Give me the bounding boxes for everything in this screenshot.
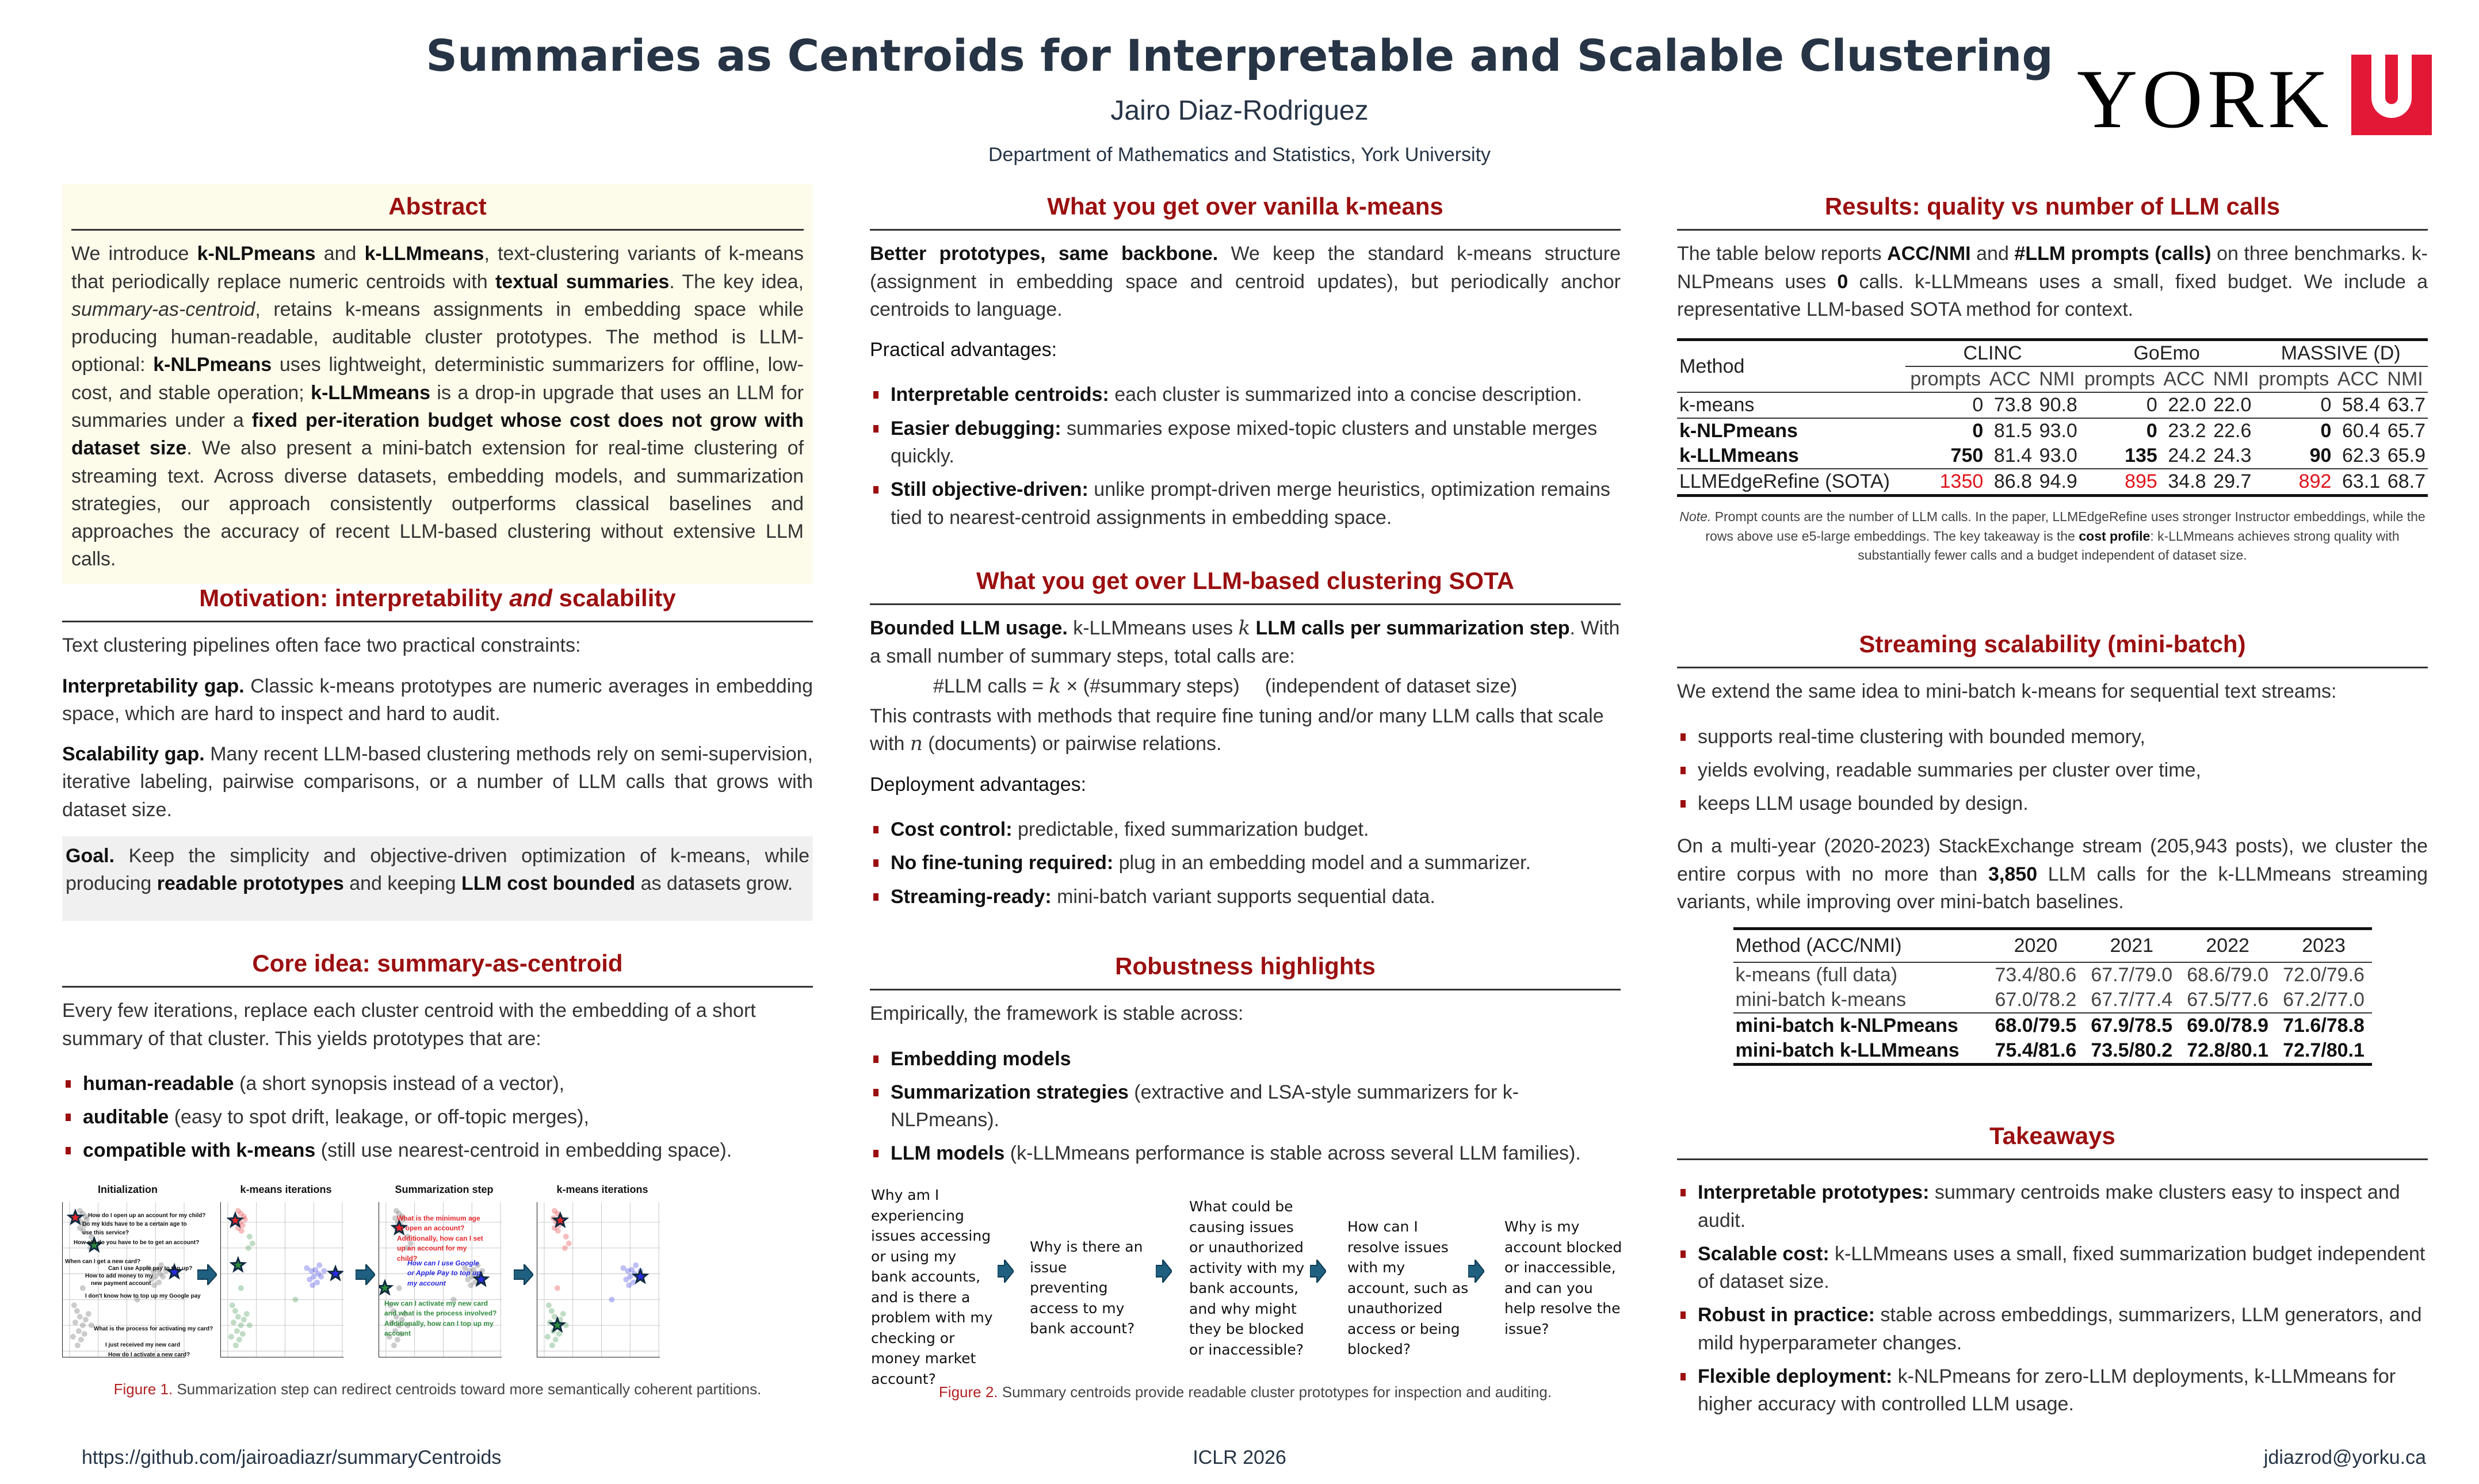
data-point	[238, 1285, 244, 1291]
acc-cell: 62.3	[2342, 445, 2381, 467]
right-arrow-icon	[998, 1260, 1014, 1283]
data-point	[75, 1343, 81, 1348]
motivation-heading: Motivation: interpretability and scalability	[62, 584, 813, 622]
method-cell: k-means	[1679, 394, 1755, 416]
data-point	[633, 1263, 639, 1268]
data-point	[71, 1302, 77, 1308]
method-cell: k-means (full data)	[1735, 964, 1898, 986]
column-header: 2021	[2110, 935, 2154, 957]
data-point	[233, 1343, 239, 1348]
takeaways-list	[1677, 1179, 2428, 1418]
prompts-cell: 895	[2125, 471, 2157, 493]
method-cell: mini-batch k-means	[1735, 989, 1907, 1011]
robustness-intro: Empirically, the framework is stable across:	[870, 1003, 1244, 1025]
list-item: Easier debugging: summaries expose mixed-topic clusters and unstable merges quickly.	[870, 415, 1621, 471]
summary-step-2: Why is there an issue preventing access to my bank account?	[1030, 1238, 1143, 1337]
vanilla-section	[870, 192, 1621, 537]
score-cell: 67.2/77.0	[2283, 989, 2365, 1011]
list-item: Summarization strategies (extractive and LSA-style summarizers for k-NLPmeans).	[870, 1078, 1621, 1134]
venue-label: ICLR 2026	[1193, 1447, 1286, 1468]
table-row	[1733, 962, 2372, 988]
table-row	[1677, 469, 2428, 496]
data-point	[241, 1317, 247, 1322]
score-cell: 67.0/78.2	[1995, 989, 2077, 1011]
data-point	[77, 1314, 83, 1319]
summary-centroid-text-blue: How can I use Google or Apple Pay to top up my account	[407, 1259, 481, 1287]
nmi-cell: 94.9	[2039, 471, 2077, 493]
scatter-plot	[220, 1202, 343, 1357]
score-cell: 67.7/79.0	[2091, 964, 2173, 986]
data-point	[151, 1282, 157, 1288]
nmi-cell: 68.7	[2387, 471, 2425, 493]
summary-step-4: How can I resolve issues with my account, such as unauthorized access or being blocked?	[1347, 1218, 1469, 1357]
core-idea-intro: Every few iterations, replace each cluster centroid with the embedding of a short summary of that cluster. This yields prototypes that are:	[62, 1000, 756, 1050]
column-header: 2020	[2014, 935, 2058, 957]
abstract-heading: Abstract	[71, 184, 804, 231]
column-subheader: NMI	[2039, 368, 2075, 391]
data-point	[235, 1314, 241, 1319]
method-cell: LLMEdgeRefine (SOTA)	[1679, 471, 1890, 493]
figure-2	[870, 1185, 1621, 1415]
results-heading: Results: quality vs number of LLM calls	[1677, 192, 2428, 231]
prompts-cell: 892	[2298, 471, 2332, 493]
robustness-heading: Robustness highlights	[870, 952, 1621, 990]
panel-title: Summarization step	[395, 1184, 494, 1195]
data-point	[82, 1331, 87, 1337]
results-note: Note. Prompt counts are the number of LLM calls. In the paper, LLMEdgeRefine uses stronger Instructor embeddings, while the rows above use e5-large embeddings. The key takeaway is the cost profile: k-LLMmeans achieves strong quality with substantially fewer calls and a budget independent of dataset size.	[1679, 509, 2425, 563]
results-section	[1677, 192, 2428, 565]
centroid-star-icon	[329, 1267, 342, 1280]
abstract-section	[62, 184, 813, 584]
score-cell: 69.0/78.9	[2187, 1015, 2269, 1037]
table-header-row	[1733, 929, 2372, 963]
data-point	[250, 1241, 255, 1246]
prompts-cell: 0	[1972, 394, 1984, 416]
initial-document-text: What is the process for activating my card?	[94, 1326, 213, 1332]
prompts-cell: 0	[1972, 420, 1984, 442]
list-item: auditable (easy to spot drift, leakage, or off-topic merges),	[62, 1103, 813, 1131]
column-header: MASSIVE (D)	[2253, 340, 2428, 367]
score-cell: 68.0/79.5	[1995, 1015, 2077, 1037]
score-cell: 73.4/80.6	[1995, 964, 2077, 986]
table-header-row	[1677, 340, 2428, 367]
column-subheader: prompts	[2084, 368, 2155, 391]
data-point	[78, 1337, 84, 1343]
data-point	[244, 1311, 250, 1317]
takeaways-heading: Takeaways	[1677, 1122, 2428, 1160]
affiliation: Department of Mathematics and Statistics, York University	[988, 144, 1491, 166]
table-row	[1733, 988, 2372, 1013]
data-point	[236, 1337, 242, 1343]
scatter-plot	[537, 1202, 660, 1357]
data-point	[546, 1302, 552, 1308]
acc-cell: 86.8	[1993, 471, 2033, 493]
initial-document-text: How old do you have to be to get an account?	[74, 1240, 200, 1246]
data-point	[242, 1217, 248, 1222]
initial-document-text: How do I activate a new card?	[108, 1352, 190, 1358]
motivation-body: Text clustering pipelines often face two practical constraints: Interpretability gap. Classic k-means prototypes are numeric averages in embedding space, which are hard to inspect and hard to audit. Scalability gap. Many recent LLM-based clustering methods rely on semi-supervision, iterative labeling, pairwise comparisons, or a number of LLM calls that grows with dataset size. Goal. Keep the simplicity and objective-driven optimization of k-means, while producing readable prototypes and keeping LLM cost bounded as datasets grow.	[62, 632, 813, 920]
data-point	[76, 1328, 82, 1334]
vanilla-list	[870, 381, 1621, 531]
score-cell: 67.5/77.6	[2187, 989, 2269, 1011]
motivation-section	[62, 584, 813, 921]
data-point	[556, 1331, 562, 1337]
nmi-cell: 90.8	[2039, 394, 2077, 416]
right-arrow-icon	[1156, 1260, 1172, 1283]
data-point	[623, 1277, 629, 1283]
table-row	[1677, 418, 2428, 443]
acc-cell: 24.2	[2168, 445, 2206, 467]
column-header: Method (ACC/NMI)	[1735, 935, 1902, 957]
figure-1-caption: Figure 1. Summarization step can redirect centroids toward more semantically coherent partitions.	[113, 1380, 762, 1398]
column-header: Method	[1679, 355, 1745, 377]
list-item: Scalable cost: k-LLMmeans uses a small, fixed summarization budget independent of dataset size.	[1677, 1240, 2428, 1296]
data-point	[316, 1263, 322, 1268]
score-cell: 67.7/77.4	[2091, 989, 2173, 1011]
table-row	[1733, 1038, 2372, 1065]
data-point	[563, 1234, 569, 1240]
column-middle	[870, 184, 1621, 1438]
list-item: Flexible deployment: k-NLPmeans for zero-LLM deployments, k-LLMmeans for higher accuracy with controlled LLM usage.	[1677, 1363, 2428, 1418]
initial-document-text: When can I get a new card?	[65, 1259, 141, 1265]
nmi-cell: 22.0	[2213, 394, 2252, 416]
column-subheader: ACC	[1989, 368, 2031, 391]
streaming-heading: Streaming scalability (mini-batch)	[1677, 630, 2428, 668]
table-row	[1677, 443, 2428, 469]
column-left	[62, 184, 813, 1438]
data-point	[70, 1334, 76, 1340]
data-point	[230, 1302, 235, 1308]
data-point	[238, 1322, 244, 1328]
data-point	[83, 1317, 89, 1322]
method-cell: k-LLMmeans	[1679, 445, 1799, 467]
takeaways-section	[1677, 1122, 2428, 1424]
data-point	[549, 1343, 555, 1348]
nmi-cell: 65.7	[2387, 420, 2425, 442]
panel-kmeans-2	[537, 1184, 668, 1362]
list-item: Robust in practice: stable across embeddings, summarizers, LLM generators, and mild hyperparameter changes.	[1677, 1301, 2428, 1357]
acc-cell: 81.5	[1993, 420, 2033, 442]
list-item: Interpretable prototypes: summary centroids make clusters easy to inspect and audit.	[1677, 1179, 2428, 1234]
prompts-cell: 0	[2146, 394, 2157, 416]
panel-title: Initialization	[97, 1184, 158, 1195]
right-arrow-icon	[356, 1264, 375, 1285]
core-idea-list	[62, 1070, 813, 1165]
data-point	[246, 1245, 251, 1251]
data-point	[247, 1234, 253, 1240]
nmi-cell: 24.3	[2213, 445, 2252, 467]
acc-cell: 34.8	[2168, 471, 2206, 493]
data-point	[545, 1334, 551, 1340]
data-point	[391, 1343, 397, 1348]
column-subheader: NMI	[2387, 368, 2423, 391]
poster-title: Summaries as Centroids for Interpretable and Scalable Clustering	[426, 30, 2053, 81]
score-cell: 71.6/78.8	[2283, 1015, 2365, 1037]
data-point	[555, 1285, 560, 1291]
data-point	[318, 1274, 324, 1280]
acc-cell: 22.0	[2168, 394, 2206, 416]
panel-title: k-means iterations	[240, 1184, 332, 1195]
data-point	[396, 1285, 402, 1291]
data-point	[80, 1322, 86, 1328]
column-subheader: ACC	[2337, 368, 2379, 391]
robustness-list	[870, 1045, 1621, 1168]
centroid-star-icon	[379, 1281, 391, 1294]
goal-box: Goal. Keep the simplicity and objective-driven optimization of k-means, while producing readable prototypes and keeping LLM cost bounded as datasets grow.	[62, 836, 813, 921]
data-point	[80, 1285, 86, 1291]
column-right	[1677, 184, 2428, 1438]
score-cell: 75.4/81.6	[1995, 1039, 2077, 1062]
streaming-paragraph: On a multi-year (2020-2023) StackExchange stream (205,943 posts), we cluster the entire corpus with no more than 3,850 LLM calls for the k-LLMmeans streaming variants, while improving over mini-batch baselines.	[1677, 835, 2428, 913]
robustness-section	[870, 952, 1621, 1173]
data-point	[609, 1296, 614, 1302]
data-point	[310, 1282, 315, 1288]
york-u-icon	[2351, 55, 2432, 135]
column-header: GoEmo	[2080, 340, 2254, 367]
data-point	[247, 1322, 253, 1328]
github-link[interactable]: https://github.com/jairoadiazr/summaryCentroids	[82, 1447, 502, 1468]
data-point	[307, 1277, 312, 1283]
nmi-cell: 63.7	[2387, 394, 2425, 416]
panel-title: k-means iterations	[556, 1184, 648, 1195]
data-point	[549, 1308, 555, 1314]
list-item: Still objective-driven: unlike prompt-driven merge heuristics, optimization remains tied to nearest-centroid assignments in embedding space.	[870, 476, 1621, 531]
column-header: CLINC	[1905, 340, 2080, 367]
panel-kmeans-1	[220, 1184, 352, 1362]
figure-2-caption: Figure 2. Summary centroids provide readable cluster prototypes for inspection and auditing.	[938, 1383, 1552, 1401]
nmi-cell: 29.7	[2213, 471, 2252, 493]
nmi-cell: 93.0	[2039, 445, 2077, 467]
author-name: Jairo Diaz-Rodriguez	[1110, 95, 1369, 126]
initial-document-text: I just received my new card	[105, 1342, 181, 1348]
data-point	[232, 1308, 238, 1314]
method-cell: k-NLPmeans	[1679, 420, 1798, 442]
list-item: Streaming-ready: mini-batch variant supports sequential data.	[870, 883, 1621, 911]
data-point	[553, 1337, 559, 1343]
summary-centroid-text-red: What is the minimum age to open an account? Additionally, how can I set up an account for my child?	[397, 1214, 483, 1263]
data-point	[626, 1282, 632, 1288]
table-row	[1677, 392, 2428, 418]
column-header: 2022	[2206, 935, 2249, 957]
list-item: Embedding models	[870, 1045, 1621, 1073]
prompts-cell: 90	[2309, 445, 2332, 467]
summary-step-5: Why is my account blocked or inaccessible, and can you help resolve the issue?	[1504, 1218, 1622, 1337]
score-cell: 72.7/80.1	[2283, 1039, 2365, 1062]
score-cell: 72.0/79.6	[2283, 964, 2365, 986]
streaming-list	[1677, 723, 2428, 818]
right-arrow-icon	[197, 1264, 217, 1285]
data-point	[234, 1328, 240, 1334]
sota-heading: What you get over LLM-based clustering SOTA	[870, 567, 1621, 605]
column-header: 2023	[2302, 935, 2346, 957]
poster-header	[0, 0, 2479, 173]
initial-document-text: Can I use Apple pay to top up?	[108, 1265, 193, 1272]
nmi-cell: 65.9	[2387, 445, 2425, 467]
data-point	[566, 1241, 572, 1246]
email-link[interactable]: jdiazrod@yorku.ca	[2263, 1447, 2426, 1468]
initial-document-text: Do my kids have to be a certain age to	[82, 1221, 187, 1227]
core-idea-heading: Core idea: summary-as-centroid	[62, 949, 813, 988]
acc-cell: 63.1	[2342, 471, 2381, 493]
method-cell: mini-batch k-NLPmeans	[1735, 1015, 1958, 1037]
nmi-cell: 22.6	[2213, 420, 2252, 442]
initial-document-text: How do I open up an account for my child?	[88, 1213, 206, 1219]
data-point	[228, 1334, 234, 1340]
list-item: Cost control: predictable, fixed summarization budget.	[870, 816, 1621, 843]
acc-cell: 73.8	[1993, 394, 2033, 416]
column-subheader: NMI	[2213, 368, 2249, 391]
score-cell: 68.6/79.0	[2187, 964, 2269, 986]
data-point	[562, 1245, 568, 1251]
data-point	[86, 1311, 91, 1317]
centroid-star-icon	[232, 1259, 245, 1271]
initial-document-text: How to add money to my	[85, 1273, 154, 1279]
right-arrow-icon	[1468, 1260, 1484, 1283]
acc-cell: 23.2	[2168, 420, 2206, 442]
column-subheader: prompts	[2258, 368, 2329, 391]
vanilla-lead: Better prototypes, same backbone. We keep the standard k-means structure (assignment in embedding space and centroid updates), but periodically anchor centroids to language.	[870, 243, 1621, 320]
list-item: supports real-time clustering with bounded memory,	[1677, 723, 2428, 751]
score-cell: 67.9/78.5	[2091, 1015, 2173, 1037]
summary-centroid-text-green: How can I activate my new card and what is the process involved? Additionally, how can I top up my account	[384, 1299, 497, 1338]
initial-document-text: I don't know how to top up my Google pay	[85, 1293, 201, 1299]
data-point	[240, 1331, 246, 1337]
summary-step-1: Why am I experiencing issues accessing or using my bank accounts, and is there a problem with my checking or money market account?	[871, 1187, 993, 1387]
nmi-cell: 93.0	[2039, 420, 2077, 442]
list-item: No fine-tuning required: plug in an embedding model and a summarizer.	[870, 849, 1621, 877]
data-point	[239, 1228, 245, 1234]
list-item: compatible with k-means (still use nearest-centroid in embedding space).	[62, 1137, 813, 1164]
data-point	[231, 1319, 236, 1325]
acc-cell: 58.4	[2342, 394, 2381, 416]
summary-step-3: What could be causing issues or unauthorized activity with my bank accounts, and why might they be blocked or inaccessible?	[1189, 1198, 1305, 1358]
data-point	[321, 1268, 327, 1274]
list-item: yields evolving, readable summaries per cluster over time,	[1677, 756, 2428, 784]
results-intro: The table below reports ACC/NMI and #LLM prompts (calls) on three benchmarks. k-NLPmeans uses 0 calls. k-LLMmeans uses a small, fixed budget. We include a representative LLM-based SOTA method for context.	[1677, 243, 2428, 320]
core-idea-section	[62, 949, 813, 1171]
data-point	[160, 1274, 166, 1280]
table-row	[1733, 1013, 2372, 1038]
list-item: Interpretable centroids: each cluster is summarized into a concise description.	[870, 381, 1621, 408]
data-point	[72, 1319, 78, 1325]
results-table	[1677, 338, 2428, 497]
initial-document-text: new payment account	[91, 1280, 151, 1287]
sota-list	[870, 816, 1621, 911]
column-subheader: prompts	[1910, 368, 1981, 391]
abstract-text: We introduce k-NLPmeans and k-LLMmeans, text-clustering variants of k-means that periodically replace numeric centroids with textual summaries. The key idea, summary-as-centroid, retains k-means assignments in embedding space while producing human-readable, auditable cluster prototypes. The method is LLM-optional: k-NLPmeans uses lightweight, deterministic summarizers for offline, low-cost, and stable operation; k-LLMmeans is a drop-in upgrade that uses an LLM for summaries under a fixed per-iteration budget whose cost does not grow with dataset size. We also present a mini-batch extension for real-time clustering of streaming text. Across diverse datasets, embedding models, and summarization strategies, our approach consistently outperforms classical baselines and approaches the accuracy of recent LLM-based clustering without extensive LLM calls.	[71, 243, 804, 571]
acc-cell: 60.4	[2342, 420, 2381, 442]
sota-body: Bounded LLM usage. k-LLMmeans uses k LLM calls per summarization step. With a small number of summary steps, total calls are: #LLM calls = k × (#summary steps) (independent of dataset size) This contrasts with methods that require fine tuning and/or many LLM calls that scale with n (documents) or pairwise relations. Deployment advantages:	[870, 617, 1620, 795]
vanilla-heading: What you get over vanilla k-means	[870, 192, 1621, 231]
score-cell: 73.5/80.2	[2091, 1039, 2173, 1062]
sota-section	[870, 567, 1621, 916]
streaming-intro: We extend the same idea to mini-batch k-means for sequential text streams:	[1677, 680, 2337, 703]
right-arrow-icon	[514, 1264, 533, 1285]
formula: #LLM calls = k × (#summary steps) (independent of dataset size)	[933, 674, 1518, 698]
data-point	[74, 1308, 80, 1314]
right-arrow-icon	[1310, 1260, 1326, 1283]
list-item: keeps LLM usage bounded by design.	[1677, 790, 2428, 817]
logo-text: YORK	[2077, 52, 2333, 146]
prompts-cell: 0	[2320, 420, 2332, 442]
streaming-section	[1677, 630, 2428, 1066]
data-point	[292, 1296, 298, 1302]
list-item: LLM models (k-LLMmeans performance is stable across several LLM families).	[870, 1139, 1621, 1167]
score-cell: 72.8/80.1	[2187, 1039, 2269, 1062]
prompts-cell: 135	[2125, 445, 2157, 467]
prompts-cell: 0	[2146, 420, 2157, 442]
initial-document-text: use this service?	[82, 1230, 129, 1236]
data-point	[555, 1228, 561, 1234]
acc-cell: 81.4	[1993, 445, 2033, 467]
prompts-cell: 1350	[1939, 471, 1984, 493]
column-subheader: ACC	[2163, 368, 2205, 391]
list-item: human-readable (a short synopsis instead of a vector),	[62, 1070, 813, 1097]
method-cell: mini-batch k-LLMmeans	[1735, 1039, 1959, 1062]
data-point	[560, 1311, 566, 1317]
prompts-cell: 0	[2320, 394, 2332, 416]
york-logo	[2077, 52, 2445, 146]
vanilla-subheading: Practical advantages:	[870, 339, 1057, 361]
prompts-cell: 750	[1950, 445, 1984, 467]
streaming-table	[1733, 927, 2372, 1066]
figure-1	[62, 1184, 813, 1414]
